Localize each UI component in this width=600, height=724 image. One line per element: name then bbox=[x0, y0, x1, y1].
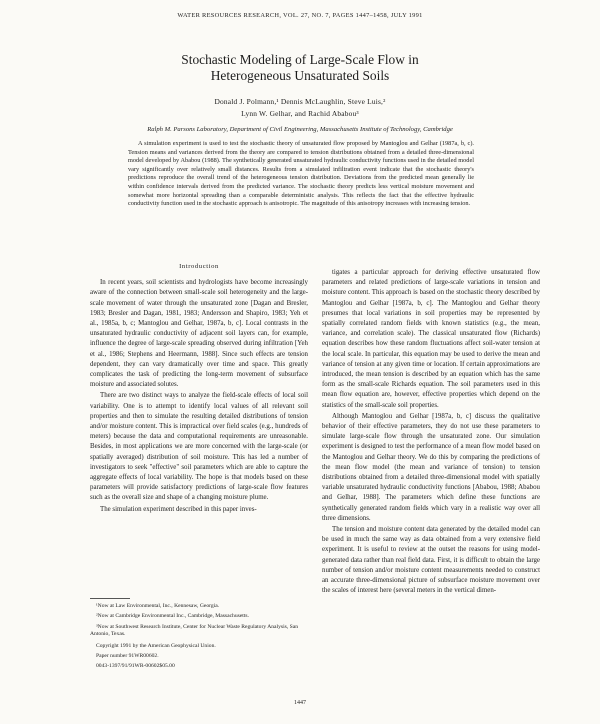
footnote-rule bbox=[90, 598, 130, 599]
abstract-text: A simulation experiment is used to test the stochastic theory of unsaturated flow proposed by Mantoglou and Gelhar (1987a, b, c). Tension means and variances derived from the theory are compared to tension distributions obtained from a detailed three-dimensional model developed by Ababou (1988). The synthetically generated unsaturated hydraulic conductivity functions used in the detailed model vary significantly over relatively small distances. Results from a simulated infiltration event indicate that the stochastic theory's predictions reproduce the overall trend of the heterogeneous tension distribution. Deviations from the predicted mean generally lie within confidence intervals derived from the predicted variance. The stochastic theory predicts less vertical moisture movement and somewhat more horizontal spreading than a comparable deterministic analysis. This reflects the fact that the effective hydraulic conductivity function used in the stochastic approach is anisotropic. The magnitude of this anisotropy increases with increasing tension. bbox=[128, 140, 474, 208]
paragraph: The tension and moisture content data generated by the detailed model can be used in much the same way as data obtained from a very extensive field experiment. It is useful to review at the outset the reasons for using model-generated data rather than real field data. First, it is difficult to obtain the large number of tension and/or moisture content measurements needed to construct an accurate three-dimensional picture of subsurface moisture movement over the scales of interest here (several meters in the vertical dimen- bbox=[322, 526, 540, 595]
author-list bbox=[0, 96, 600, 120]
affiliation: Ralph M. Parsons Laboratory, Department of Civil Engineering, Massachusetts Institute of Technology, Cambridge bbox=[147, 126, 453, 133]
authors-line-2: Lynn W. Gelhar, and Rachid Ababou³ bbox=[241, 109, 359, 118]
page-number: 1447 bbox=[294, 700, 306, 706]
title-line-2: Heterogeneous Unsaturated Soils bbox=[210, 68, 390, 83]
running-head: WATER RESOURCES RESEARCH, VOL. 27, NO. 7, PAGES 1447–1458, JULY 1991 bbox=[177, 12, 423, 19]
paragraph: In recent years, soil scientists and hydrologists have become increasingly aware of the connection between small-scale soil heterogeneity and the large-scale movement of water through the unsaturated zone [Dagan and Bresler, 1983; Bresler and Dagan, 1981, 1983; Andersson and Shapiro, 1983; Yeh et al., 1985a, b, c; Mantoglou and Gelhar, 1987a, b, c]. Local contrasts in the unsaturated hydraulic conductivity of adjacent soil layers can, for example, influence the degree of large-scale spreading observed during infiltration [Yeh et al., 1986; Stephens and Heermann, 1988]. Since such effects are tension dependent, they can vary dramatically over time and space. This greatly complicates the task of predicting the long-term movement of subsurface moisture and associated solutes. bbox=[90, 279, 308, 389]
footnotes bbox=[90, 598, 308, 674]
paper-number: Paper number 91WR00602. bbox=[96, 653, 159, 660]
right-column bbox=[322, 268, 540, 597]
left-column bbox=[90, 262, 308, 515]
abstract bbox=[128, 140, 474, 209]
section-heading: Introduction bbox=[179, 263, 219, 270]
issn-code: 0043-1397/91/91WR-00602$05.00 bbox=[96, 663, 175, 670]
footnote: ¹Now at Law Environmental, Inc., Kennesaw, Georgia. bbox=[96, 603, 220, 609]
paragraph: tigates a particular approach for deriving effective unsaturated flow parameters and related predictions of large-scale variations in tension and moisture content. This approach is based on the stochastic theory described by Mantoglou and Gelhar [1987a, b, c]. The Mantoglou and Gelhar theory presumes that local variations in soil properties may be represented by spatially correlated random fields with known statistics (e.g., the mean, variance, and correlation scale). The classical unsaturated flow (Richards) equation describes how these random fluctuations affect soil-water tension at the local scale. In particular, this equation may be used to derive the mean and variance of tension at any given time or location. If certain approximations are introduced, the mean tension is described by an equation which has the same form as the small-scale Richards equation. The soil parameters used in this mean flow equation are, however, effective properties which depend on the statistics of the small-scale soil properties. bbox=[322, 269, 540, 409]
paragraph: There are two distinct ways to analyze the field-scale effects of local soil variability. One is to attempt to identify local values of all relevant soil properties and then to simulate the resulting detailed distributions of tension and/or moisture content. This is impractical over field scales (e.g., hundreds of meters) because the data and computational requirements are unreasonable. Besides, in most applications we are more concerned with the large-scale (or spatially averaged) distribution of soil moisture. This has led a number of investigators to seek "effective" soil parameters which are able to capture the aggregate effects of local variability. The hope is that models based on these parameters will provide satisfactory predictions of large-scale flow features such as the overall size and shape of a changing moisture plume. bbox=[90, 392, 308, 502]
footnote: ³Now at Southwest Research Institute, Center for Nuclear Waste Regulatory Analysis, San Antonio, Texas. bbox=[90, 623, 298, 638]
article-title bbox=[0, 52, 600, 84]
copyright-notice: Copyright 1991 by the American Geophysical Union. bbox=[96, 642, 216, 649]
authors-line-1: Donald J. Polmann,¹ Dennis McLaughlin, Steve Luis,² bbox=[214, 97, 386, 106]
title-line-1: Stochastic Modeling of Large-Scale Flow in bbox=[181, 52, 419, 67]
paragraph: The simulation experiment described in this paper inves- bbox=[100, 505, 257, 513]
footnote: ²Now at Cambridge Environmental Inc., Cambridge, Massachusetts. bbox=[96, 613, 249, 620]
paragraph: Although Mantoglou and Gelhar [1987a, b, c] discuss the qualitative behavior of their effective parameters, they do not use these parameters to simulate large-scale flow through the unsaturated zone. Our simulation experiment is designed to test the performance of a mean flow model based on the Mantoglou and Gelhar theory. We do this by comparing the predictions of the mean flow model (the mean and variance of tension) to tension distributions obtained from a detailed three-dimensional model with spatially variable unsaturated hydraulic conductivity functions [Ababou, 1988; Ababou and Gelhar, 1988]. The parameters which define these functions are synthetically generated random fields which vary in a realistic way over all three dimensions. bbox=[322, 412, 540, 522]
